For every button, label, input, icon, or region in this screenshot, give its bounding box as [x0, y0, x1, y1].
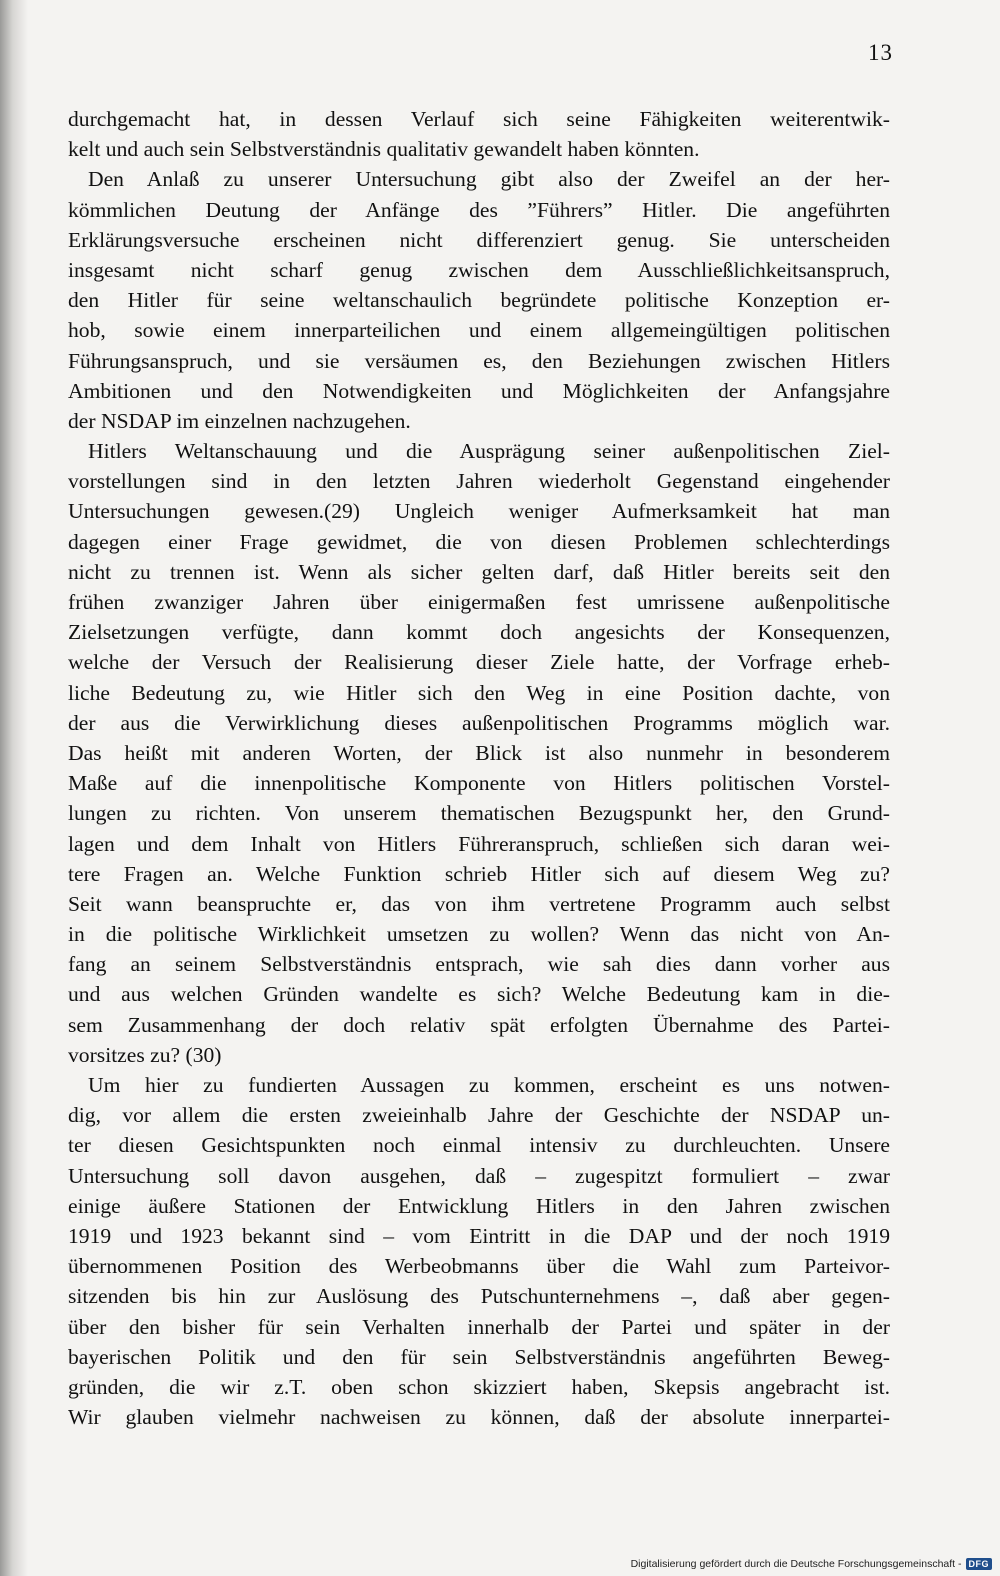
text-line: 1919 und 1923 bekannt sind – vom Eintritt in die DAP und der noch 1919: [68, 1223, 890, 1248]
text-line: Führungsanspruch, und sie versäumen es, den Beziehungen zwischen Hitlers: [68, 348, 890, 373]
text-line: welche der Versuch der Realisierung dieser Ziele hatte, der Vorfrage erheb-: [68, 650, 890, 675]
text-line: fang an seinem Selbstverständnis entsprach, wie sah dies dann vorher aus: [68, 952, 890, 977]
text-line: Ambitionen und den Notwendigkeiten und Möglichkeiten der Anfangsjahre: [68, 378, 890, 403]
text-line: hob, sowie einem innerparteilichen und einem allgemeingültigen politischen: [68, 318, 890, 343]
text-line: vorstellungen sind in den letzten Jahren wiederholt Gegenstand eingehender: [68, 469, 890, 494]
text-line: nicht zu trennen ist. Wenn als sicher gelten darf, daß Hitler bereits seit den: [68, 559, 890, 584]
text-line: Den Anlaß zu unserer Untersuchung gibt also der Zweifel an der her-: [88, 167, 890, 192]
text-line: in die politische Wirklichkeit umsetzen zu wollen? Wenn das nicht von An-: [68, 922, 890, 947]
digitization-footer: [631, 1558, 992, 1570]
text-line: sitzenden bis hin zur Auslösung des Putschunternehmens –, daß aber gegen-: [68, 1284, 890, 1309]
body-text: [68, 104, 890, 1432]
text-line: einige äußere Stationen der Entwicklung Hitlers in den Jahren zwischen: [68, 1193, 890, 1218]
text-line: gründen, die wir z.T. oben schon skizziert haben, Skepsis angebracht ist.: [68, 1374, 890, 1399]
text-line: der NSDAP im einzelnen nachzugehen.: [68, 408, 411, 433]
text-line: über den bisher für sein Verhalten innerhalb der Partei und später in der: [68, 1314, 890, 1339]
text-line: Um hier zu fundierten Aussagen zu kommen, erscheint es uns notwen-: [88, 1073, 890, 1097]
text-line: bayerischen Politik und den für sein Selbstverständnis angeführten Beweg-: [68, 1344, 890, 1369]
footer-credit: Digitalisierung gefördert durch die Deutsche Forschungsgemeinschaft -: [630, 1558, 962, 1570]
text-line: Untersuchungen gewesen.(29) Ungleich weniger Aufmerksamkeit hat man: [68, 499, 890, 524]
text-line: Wir glauben vielmehr nachweisen zu können, daß der absolute innerpartei-: [68, 1405, 890, 1430]
text-line: dig, vor allem die ersten zweieinhalb Jahre der Geschichte der NSDAP un-: [68, 1103, 890, 1128]
text-line: übernommenen Position des Werbeobmanns über die Wahl zum Parteivor-: [68, 1254, 890, 1279]
text-line: Erklärungsversuche erscheinen nicht differenziert genug. Sie unterscheiden: [68, 227, 890, 252]
text-line: liche Bedeutung zu, wie Hitler sich den Weg in eine Position dachte, von: [68, 680, 890, 705]
text-line: Zielsetzungen verfügte, dann kommt doch angesichts der Konsequenzen,: [68, 620, 890, 645]
text-line: ter diesen Gesichtspunkten noch einmal intensiv zu durchleuchten. Unsere: [68, 1133, 890, 1158]
text-line: frühen zwanziger Jahren über einigermaßen fest umrissene außenpolitische: [68, 590, 890, 614]
dfg-logo-icon: DFG: [966, 1558, 993, 1570]
text-line: kelt und auch sein Selbstverständnis qualitativ gewandelt haben könnten.: [68, 137, 700, 162]
text-line: der aus die Verwirklichung dieses außenpolitischen Programms möglich war.: [68, 710, 890, 735]
text-line: dagegen einer Frage gewidmet, die von diesen Problemen schlechterdings: [68, 529, 890, 554]
text-line: den Hitler für seine weltanschaulich begründete politische Konzeption er-: [68, 288, 890, 313]
text-line: Untersuchung soll davon ausgehen, daß – zugespitzt formuliert – zwar: [68, 1163, 890, 1188]
text-line: Maße auf die innenpolitische Komponente von Hitlers politischen Vorstel-: [68, 771, 890, 796]
text-line: Seit wann beanspruchte er, das von ihm vertretene Programm auch selbst: [68, 891, 890, 916]
text-line: sem Zusammenhang der doch relativ spät erfolgten Übernahme des Partei-: [68, 1012, 890, 1037]
text-line: lungen zu richten. Von unserem thematischen Bezugspunkt her, den Grund-: [68, 801, 890, 826]
text-line: Das heißt mit anderen Worten, der Blick ist also nunmehr in besonderem: [68, 740, 890, 765]
text-line: durchgemacht hat, in dessen Verlauf sich seine Fähigkeiten weiterentwik-: [68, 107, 890, 131]
text-line: und aus welchen Gründen wandelte es sich? Welche Bedeutung kam in die-: [68, 982, 890, 1007]
text-line: insgesamt nicht scharf genug zwischen dem Ausschließlichkeitsanspruch,: [68, 257, 890, 282]
text-line: lagen und dem Inhalt von Hitlers Führeranspruch, schließen sich daran wei-: [68, 831, 890, 856]
text-line: tere Fragen an. Welche Funktion schrieb Hitler sich auf diesem Weg zu?: [68, 861, 890, 886]
text-line: kömmlichen Deutung der Anfänge des ”Führers” Hitler. Die angeführten: [68, 197, 890, 222]
text-line: vorsitzes zu? (30): [68, 1042, 222, 1067]
text-line: Hitlers Weltanschauung und die Ausprägung seiner außenpolitischen Ziel-: [88, 439, 890, 464]
page-number: 13: [868, 40, 893, 65]
binding-shadow: [0, 0, 28, 1576]
